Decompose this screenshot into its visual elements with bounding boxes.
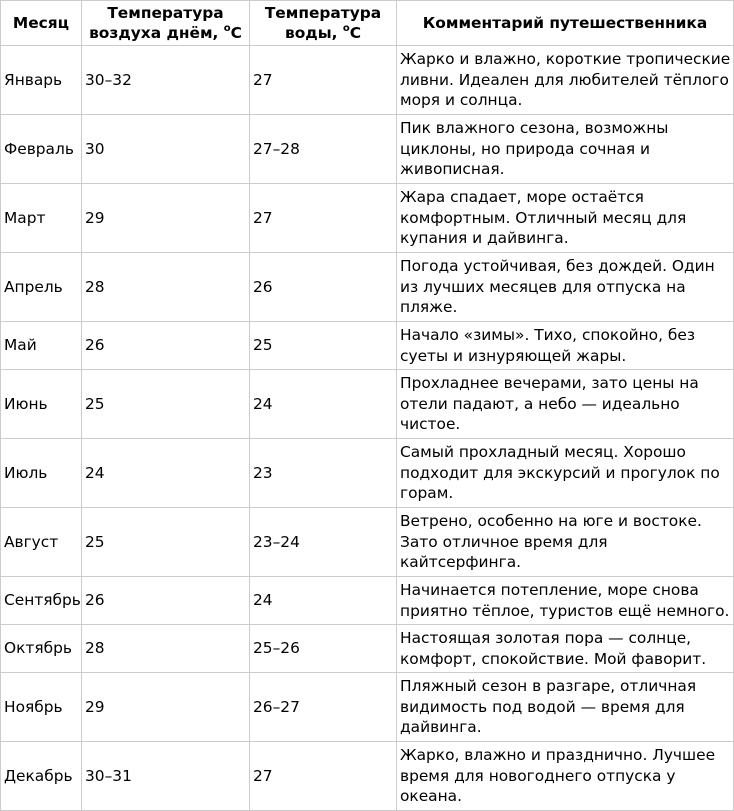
water-temp-cell: 27 (250, 184, 397, 253)
comment-cell: Начало «зимы». Тихо, спокойно, без суеты и изнуряющей жары. (397, 322, 734, 370)
table-row (1, 46, 734, 115)
air-temp-cell: 29 (82, 184, 250, 253)
water-temp-cell: 27 (250, 46, 397, 115)
comment-cell: Прохладнее вечерами, зато цены на отели падают, а небо — идеально чистое. (397, 370, 734, 439)
month-cell: Июль (1, 439, 82, 508)
month-cell: Апрель (1, 253, 82, 322)
comment-cell: Жара спадает, море остаётся комфортным. Отличный месяц для купания и дайвинга. (397, 184, 734, 253)
comment-cell: Жарко и влажно, короткие тропические ливни. Идеален для любителей тёплого моря и солнца. (397, 46, 734, 115)
water-temp-cell: 24 (250, 577, 397, 625)
air-temp-cell: 28 (82, 625, 250, 673)
table-row (1, 508, 734, 577)
air-temp-cell: 30 (82, 115, 250, 184)
header-row (1, 1, 734, 46)
air-temp-cell: 26 (82, 322, 250, 370)
water-temp-cell: 25–26 (250, 625, 397, 673)
air-temp-cell: 30–32 (82, 46, 250, 115)
table-row (1, 439, 734, 508)
air-temp-cell: 28 (82, 253, 250, 322)
water-temp-cell: 27 (250, 742, 397, 811)
header-water-temperature: Температура воды, $^o$C (250, 1, 397, 46)
table-row (1, 370, 734, 439)
table-row (1, 577, 734, 625)
comment-cell: Пик влажного сезона, возможны циклоны, но природа сочная и живописная. (397, 115, 734, 184)
air-temp-cell: 25 (82, 508, 250, 577)
air-temp-cell: 30–31 (82, 742, 250, 811)
air-temp-cell: 26 (82, 577, 250, 625)
table-row (1, 322, 734, 370)
table-row (1, 184, 734, 253)
month-cell: Январь (1, 46, 82, 115)
comment-cell: Ветрено, особенно на юге и востоке. Зато отличное время для кайтсерфинга. (397, 508, 734, 577)
water-temp-cell: 25 (250, 322, 397, 370)
month-cell: Сентябрь (1, 577, 82, 625)
table-row (1, 742, 734, 811)
water-temp-cell: 24 (250, 370, 397, 439)
air-temp-cell: 29 (82, 673, 250, 742)
table-row (1, 673, 734, 742)
month-cell: Июнь (1, 370, 82, 439)
month-cell: Декабрь (1, 742, 82, 811)
table-row (1, 253, 734, 322)
water-temp-cell: 26 (250, 253, 397, 322)
comment-cell: Настоящая золотая пора — солнце, комфорт, спокойствие. Мой фаворит. (397, 625, 734, 673)
comment-cell: Жарко, влажно и празднично. Лучшее время для новогоднего отпуска у океана. (397, 742, 734, 811)
comment-cell: Самый прохладный месяц. Хорошо подходит для экскурсий и прогулок по горам. (397, 439, 734, 508)
header-month: Месяц (1, 1, 82, 46)
water-temp-cell: 23–24 (250, 508, 397, 577)
month-cell: Ноябрь (1, 673, 82, 742)
air-temp-cell: 25 (82, 370, 250, 439)
month-cell: Февраль (1, 115, 82, 184)
comment-cell: Начинается потепление, море снова приятно тёплое, туристов ещё немного. (397, 577, 734, 625)
table-row (1, 625, 734, 673)
comment-cell: Погода устойчивая, без дождей. Один из лучших месяцев для отпуска на пляже. (397, 253, 734, 322)
month-cell: Март (1, 184, 82, 253)
month-cell: Октябрь (1, 625, 82, 673)
table-row (1, 115, 734, 184)
month-cell: Август (1, 508, 82, 577)
comment-cell: Пляжный сезон в разгаре, отличная видимость под водой — время для дайвинга. (397, 673, 734, 742)
air-temp-cell: 24 (82, 439, 250, 508)
water-temp-cell: 27–28 (250, 115, 397, 184)
header-air-temperature: Температура воздуха днём, $^o$C (82, 1, 250, 46)
water-temp-cell: 23 (250, 439, 397, 508)
month-cell: Май (1, 322, 82, 370)
header-comment: Комментарий путешественника (397, 1, 734, 46)
water-temp-cell: 26–27 (250, 673, 397, 742)
